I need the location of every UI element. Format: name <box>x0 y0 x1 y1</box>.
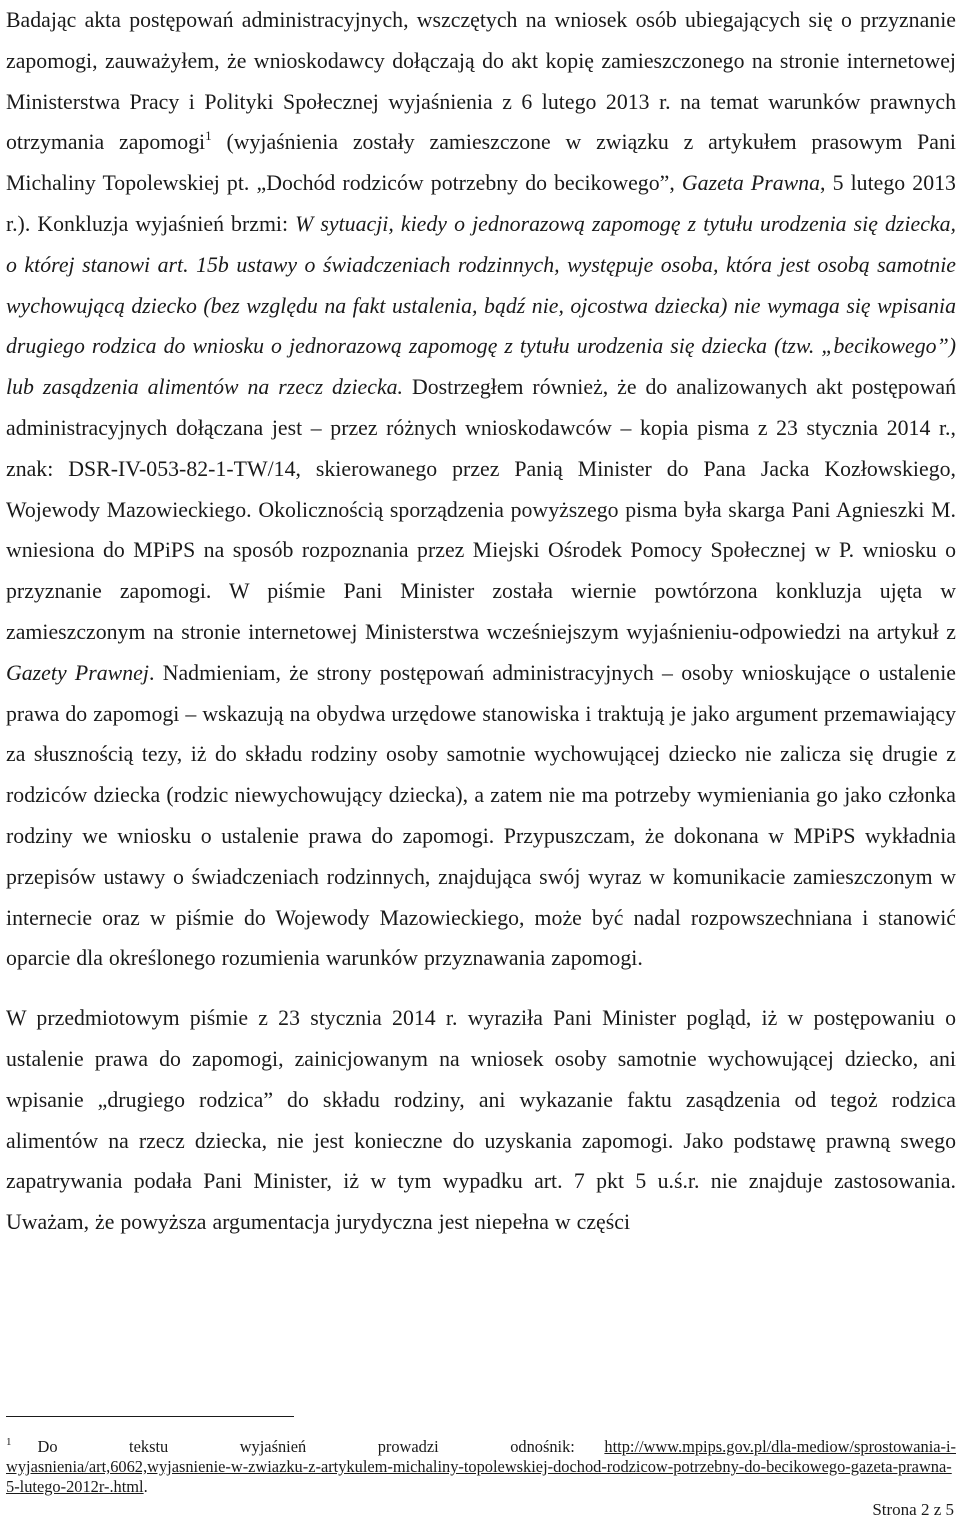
publication-title: Gazeta Prawna <box>681 171 821 196</box>
body-paragraph-1 <box>6 0 956 979</box>
paragraph-text: (wyjaśnienia zostały zamieszczone w związku z artykułem prasowym Pani Michaliny Topolewskiej pt. „Dochód rodziców potrzebny do becikowego”, <box>6 130 956 196</box>
footnote-link[interactable]: http://www.mpips.gov.pl/dla-mediow/sprostowania-i-wyjasnienia/art,6062,wyjasnienie-w-zwiazku-z-artykulem-michaliny-topolewskiej-dochod-rodzicow-potrzebny-do-becikowego-gazeta-prawna-5-lutego-2012r-.html <box>6 1437 956 1496</box>
footnote-lead: Do tekstu wyjaśnień prowadzi odnośnik: <box>37 1437 575 1456</box>
footnote-mark: 1 <box>6 1436 12 1448</box>
footnote-end: . <box>143 1477 148 1496</box>
paragraph-text: . Nadmieniam, że strony postępowań administracyjnych – osoby wnioskujące o ustalenie prawa do zapomogi – wskazują na obydwa urzędowe stanowiska i traktują je jako argument przemawiający za słusznością tezy, iż do składu rodziny osoby samotnie wychowującej dziecko nie zalicza się drugie z rodziców dziecka (rodzic niewychowujący dziecka), a zatem nie ma potrzeby wymieniania go jako członka rodziny we wniosku o ustalenie prawa do zapomogi. Przypuszczam, że dokonana w MPiPS wykładnia przepisów ustawy o świadczeniach rodzinnych, znajdująca swój wyraz w komunikacie zamieszczonym w internecie oraz w piśmie do Wojewody Mazowieckiego, może być nadal rozpowszechniana i stanowić oparcie dla określonego rozumienia warunków przyznawania zapomogi. <box>6 660 956 971</box>
document-page <box>6 0 956 1522</box>
page-number: Strona 2 z 5 <box>872 1500 954 1519</box>
paragraph-text: , 5 lutego 2013 r.). Konkluzja wyjaśnień brzmi: <box>6 171 956 236</box>
publication-title: Gazety Prawnej <box>6 660 149 685</box>
body-paragraph-2: W przedmiotowym piśmie z 23 stycznia 2014 r. wyraziła Pani Minister pogląd, iż w postępowaniu o ustalenie prawa do zapomogi, zainicjowanym na wniosek osoby samotnie wychowującej dziecko, ani wpisanie „drugiego rodzica” do składu rodziny, ani wykazanie faktu zasądzenia od tegoż rodzica alimentów na rzecz dziecka, nie jest konieczne do uzyskania zapomogi. Jako podstawę prawną swego zapatrywania podała Pani Minister, iż w tym wypadku art. 7 pkt 5 u.ś.r. nie znajduje zastosowania. Uważam, że powyższa argumentacja jurydyczna jest niepełna w części <box>6 1006 956 1235</box>
footnote-divider <box>6 1416 294 1417</box>
footnote-reference[interactable]: 1 <box>205 128 212 144</box>
quoted-conclusion: W sytuacji, kiedy o jednorazową zapomogę z tytułu urodzenia się dziecka, o której stanowi art. 15b ustawy o świadczeniach rodzinnych, występuje osoba, która jest osobą samotnie wychowującą dziecko (bez względu na fakt ustalenia, bądź nie, ojcostwa dziecka) nie wymaga się wpisania drugiego rodzica do wniosku o jednorazową zapomogę z tytułu urodzenia się dziecka (tzw. „becikowego”) lub zasądzenia alimentów na rzecz dziecka. <box>6 211 956 400</box>
footnote <box>6 1432 956 1497</box>
paragraph-text: Badając akta postępowań administracyjnych, wszczętych na wniosek osób ubiegających się o przyznanie zapomogi, zauważyłem, że wnioskodawcy dołączają do akt kopię zamieszczonego na stronie internetowej Ministerstwa Pracy i Polityki Społecznej wyjaśnienia z 6 lutego 2013 r. na temat warunków prawnych otrzymania zapomogi <box>6 8 956 155</box>
paragraph-text: Dostrzegłem również, że do analizowanych akt postępowań administracyjnych dołączana jest – przez różnych wnioskodawców – kopia pisma z 23 stycznia 2014 r., znak: DSR-IV-053-82-1-TW/14, skierowanego przez Panią Minister do Pana Jacka Kozłowskiego, Wojewody Mazowieckiego. Okolicznością sporządzenia powyższego pisma była skarga Pani Agnieszki M. wniesiona do MPiPS na sposób rozpoznania przez Miejski Ośrodek Pomocy Społecznej w P. wniosku o przyznanie zapomogi. W piśmie Pani Minister została wiernie powtórzona konkluzja ujęta w zamieszczonym na stronie internetowej Ministerstwa wcześniejszym wyjaśnieniu-odpowiedzi na artykuł z <box>6 375 956 644</box>
